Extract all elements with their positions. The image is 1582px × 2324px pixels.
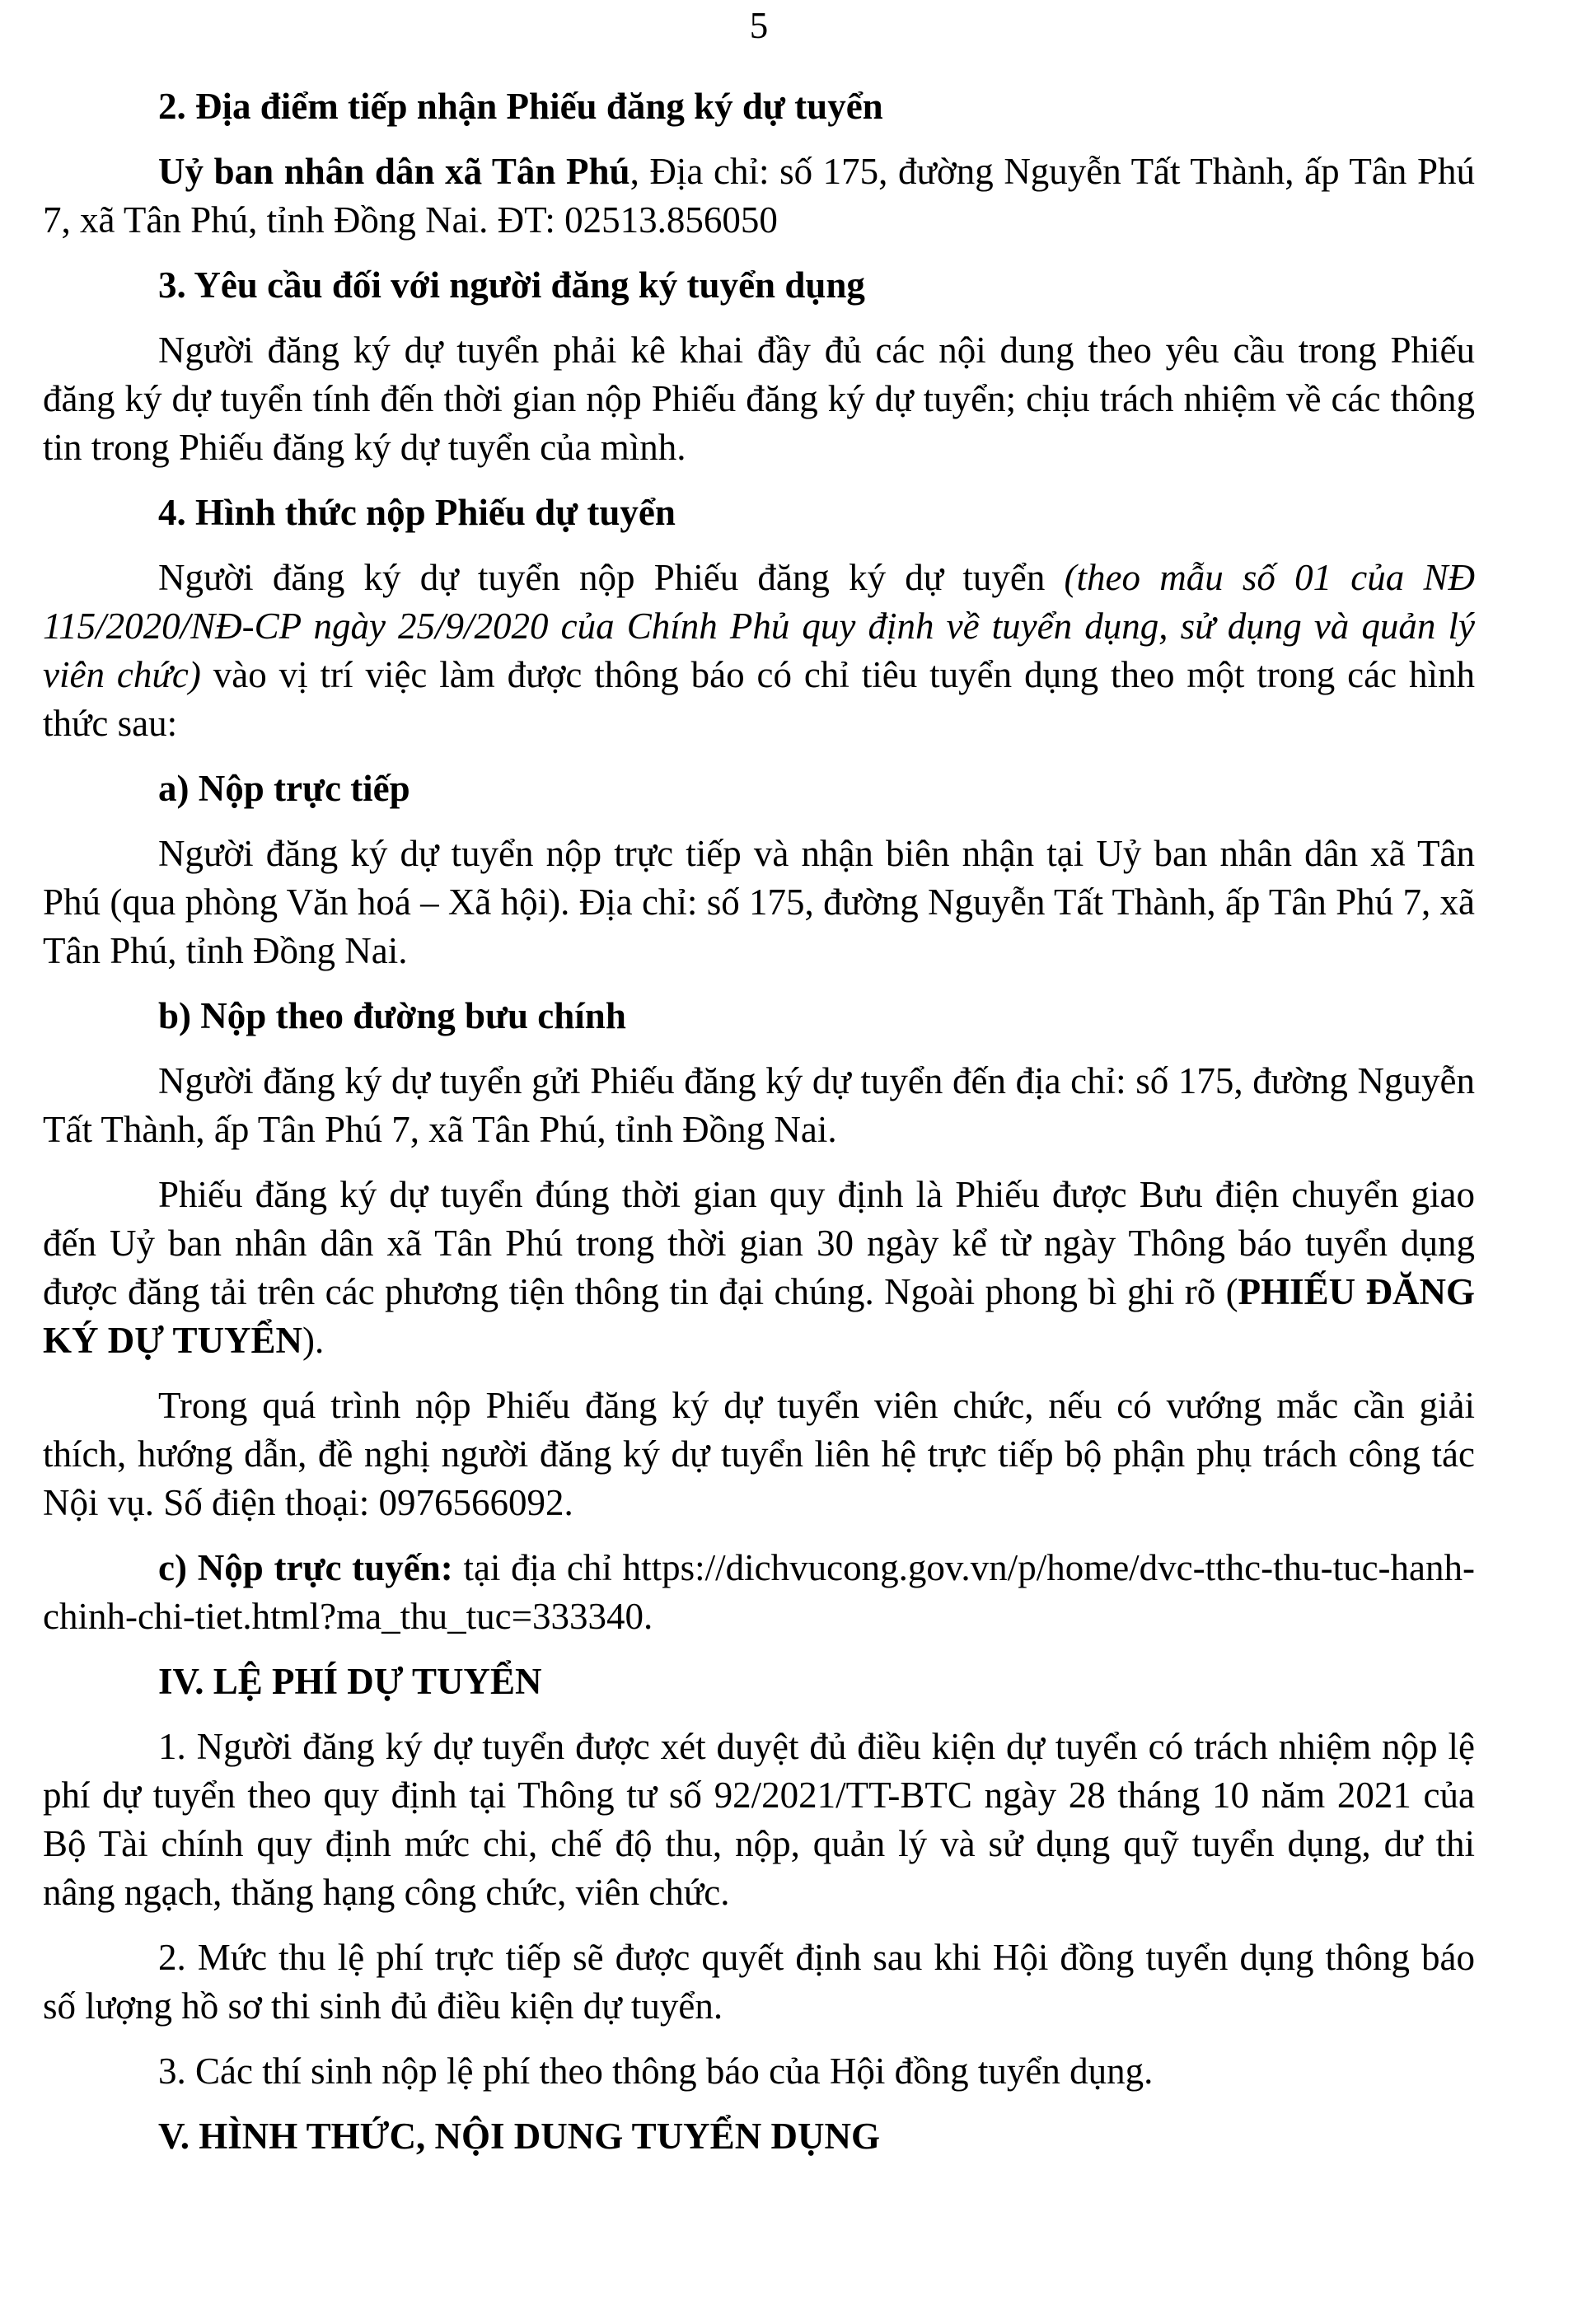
subsection-c-body <box>43 1544 1475 1641</box>
subsection-b-envelope-label: PHIẾU ĐĂNG KÝ DỰ TUYỂN <box>43 1271 1475 1361</box>
subsection-a-heading: a) Nộp trực tiếp <box>158 768 410 809</box>
section-3-heading: 3. Yêu cầu đối với người đăng ký tuyển dụng <box>158 264 865 306</box>
subsection-b-body-2-end: ). <box>302 1320 325 1361</box>
subsection-b-body-2 <box>43 1171 1475 1365</box>
document-body <box>43 82 1475 2161</box>
section-2-address: , Địa chỉ: số 175, đường Nguyễn Tất Thành, ấp Tân Phú 7, xã Tân Phú, tỉnh Đồng Nai. ĐT: 02513.856050 <box>43 151 1475 241</box>
section-3-body: Người đăng ký dự tuyển phải kê khai đầy đủ các nội dung theo yêu cầu trong Phiếu đăng ký dự tuyển tính đến thời gian nộp Phiếu đăng ký dự tuyển; chịu trách nhiệm về các thông tin trong Phiếu đăng ký dự tuyển của mình. <box>43 330 1475 468</box>
subsection-b-body-3: Trong quá trình nộp Phiếu đăng ký dự tuyển viên chức, nếu có vướng mắc cần giải thích, hướng dẫn, đề nghị người đăng ký dự tuyển liên hệ trực tiếp bộ phận phụ trách công tác Nội vụ. Số điện thoại: 0976566092. <box>43 1385 1475 1523</box>
section-2-org: Uỷ ban nhân dân xã Tân Phú <box>158 151 630 192</box>
subsection-c-url-text: tại địa chỉ https://dichvucong.gov.vn/p/home/dvc-tthc-thu-tuc-hanh-chinh-chi-tiet.html?ma_thu_tuc=333340. <box>43 1547 1475 1637</box>
section-4-body-end: vào vị trí việc làm được thông báo có chỉ tiêu tuyển dụng theo một trong các hình thức sau: <box>43 654 1475 744</box>
section-2-body <box>43 147 1475 245</box>
subsection-b-body-1: Người đăng ký dự tuyển gửi Phiếu đăng ký dự tuyển đến địa chỉ: số 175, đường Nguyễn Tất Thành, ấp Tân Phú 7, xã Tân Phú, tỉnh Đồng Nai. <box>43 1060 1475 1150</box>
section-4-body-start: Người đăng ký dự tuyển nộp Phiếu đăng ký dự tuyển <box>158 557 1065 598</box>
section-iv-paragraph-2: 2. Mức thu lệ phí trực tiếp sẽ được quyết định sau khi Hội đồng tuyển dụng thông báo số lượng hồ sơ thi sinh đủ điều kiện dự tuyển. <box>43 1937 1475 2027</box>
section-iv-paragraph-3: 3. Các thí sinh nộp lệ phí theo thông báo của Hội đồng tuyển dụng. <box>158 2050 1154 2092</box>
subsection-a-body: Người đăng ký dự tuyển nộp trực tiếp và nhận biên nhận tại Uỷ ban nhân dân xã Tân Phú (qua phòng Văn hoá – Xã hội). Địa chỉ: số 175, đường Nguyễn Tất Thành, ấp Tân Phú 7, xã Tân Phú, tỉnh Đồng Nai. <box>43 833 1475 971</box>
subsection-b-heading: b) Nộp theo đường bưu chính <box>158 995 626 1036</box>
section-2-heading: 2. Địa điểm tiếp nhận Phiếu đăng ký dự tuyển <box>158 86 883 127</box>
page-number: 5 <box>749 5 769 46</box>
section-4-body <box>43 554 1475 748</box>
subsection-b-body-2-start: Phiếu đăng ký dự tuyển đúng thời gian quy định là Phiếu được Bưu điện chuyển giao đến Uỷ ban nhân dân xã Tân Phú trong thời gian 30 ngày kể từ ngày Thông báo tuyển dụng được đăng tải trên các phương tiện thông tin đại chúng. Ngoài phong bì ghi rõ ( <box>43 1174 1475 1312</box>
section-4-body-italic: (theo mẫu số 01 của NĐ 115/2020/NĐ-CP ngày 25/9/2020 của Chính Phủ quy định về tuyển dụng, sử dụng và quản lý viên chức) <box>43 557 1475 695</box>
section-iv-paragraph-1: 1. Người đăng ký dự tuyển được xét duyệt đủ điều kiện dự tuyển có trách nhiệm nộp lệ phí dự tuyển theo quy định tại Thông tư số 92/2021/TT-BTC ngày 28 tháng 10 năm 2021 của Bộ Tài chính quy định mức chi, chế độ thu, nộp, quản lý và sử dụng quỹ tuyển dụng, dư thi nâng ngạch, thăng hạng công chức, viên chức. <box>43 1726 1475 1913</box>
section-iv-heading: IV. LỆ PHÍ DỰ TUYỂN <box>158 1661 542 1702</box>
section-4-heading: 4. Hình thức nộp Phiếu dự tuyển <box>158 492 676 533</box>
subsection-c-heading: c) Nộp trực tuyến: <box>158 1547 453 1588</box>
section-v-heading: V. HÌNH THỨC, NỘI DUNG TUYỂN DỤNG <box>158 2116 880 2157</box>
document-page <box>43 0 1475 2324</box>
